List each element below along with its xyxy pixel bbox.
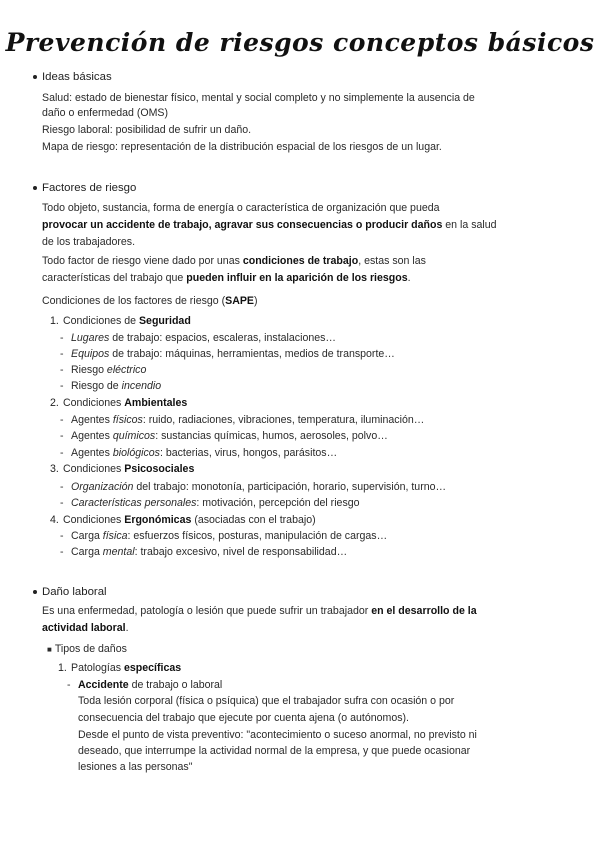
text-span: : sustancias químicas, humos, aerosoles, polvo… — [155, 430, 388, 442]
text-span: , estas son las — [358, 255, 426, 267]
italic-text: biológicos — [112, 447, 160, 459]
text-span: Agentes — [71, 414, 113, 426]
text-span: Riesgo — [71, 364, 107, 376]
text-span: de trabajo o laboral — [128, 679, 223, 691]
bold-text: Seguridad — [138, 315, 191, 327]
text-span: : motivación, percepción del riesgo — [196, 497, 360, 509]
text-span: Todo factor de riesgo viene dado por unas — [42, 255, 243, 267]
text-line: Riesgo laboral: posibilidad de sufrir un daño. — [42, 124, 252, 136]
italic-text: Equipos — [71, 348, 110, 360]
sub-list-item — [71, 496, 360, 510]
page-title: Prevención de riesgos conceptos básicos — [5, 28, 595, 57]
text-span: Condiciones de los factores de riesgo ( — [42, 295, 226, 307]
list-item — [63, 513, 316, 527]
text-span: Tipos de daños — [54, 643, 127, 655]
text-line — [42, 604, 477, 618]
text-span: Condiciones — [63, 397, 125, 409]
text-span: Es una enfermedad, patología o lesión que puede sufrir un trabajador — [42, 605, 372, 617]
italic-text: químicos — [112, 430, 156, 442]
bold-text: Accidente — [78, 679, 129, 691]
sub-list-item — [71, 363, 146, 377]
bold-text: Ambientales — [124, 397, 188, 409]
list-number: 3. — [50, 463, 59, 475]
text-span: (asociadas con el trabajo) — [191, 514, 316, 526]
sub-list-item — [78, 678, 222, 692]
text-span: Condiciones — [63, 514, 125, 526]
bold-text: pueden influir en la aparición de los riesgos — [186, 272, 408, 284]
text-line — [42, 271, 411, 285]
text-span: . — [407, 272, 411, 284]
text-line: Salud: estado de bienestar físico, mental y social completo y no simplemente la ausencia de — [42, 92, 475, 104]
italic-text: Organización — [71, 481, 134, 493]
text-line: Todo objeto, sustancia, forma de energía o característica de organización que pueda — [42, 202, 440, 214]
italic-text: eléctrico — [106, 364, 147, 376]
text-span: Carga — [71, 546, 103, 558]
text-span: : bacterias, virus, hongos, parásitos… — [159, 447, 338, 459]
text-span: del trabajo: monotonía, participación, horario, supervisión, turno… — [133, 481, 447, 493]
text-span: características del trabajo que — [42, 272, 187, 284]
text-line — [42, 218, 497, 232]
bold-text: SAPE — [225, 295, 254, 307]
list-number: 2. — [50, 397, 59, 409]
text-span: Riesgo de — [71, 380, 122, 392]
italic-text: incendio — [121, 380, 162, 392]
text-span: : ruido, radiaciones, vibraciones, temperatura, iluminación… — [142, 414, 425, 426]
sub-list-item — [71, 331, 336, 345]
italic-text: mental — [102, 546, 135, 558]
italic-text: física — [102, 530, 128, 542]
sub-list-item — [71, 413, 424, 427]
text-line: Desde el punto de vista preventivo: "acontecimiento o suceso anormal, no previsto ni — [78, 729, 477, 741]
text-span: Condiciones — [63, 463, 125, 475]
text-span: de trabajo: espacios, escaleras, instalaciones… — [109, 332, 337, 344]
sub-list-item — [71, 529, 387, 543]
section-heading-dano: Daño laboral — [42, 586, 107, 598]
bold-text: Ergonómicas — [124, 514, 192, 526]
bold-text: condiciones de trabajo — [242, 255, 359, 267]
bold-text: Psicosociales — [124, 463, 195, 475]
sub-list-item — [71, 545, 347, 559]
text-line: lesiones a las personas" — [78, 761, 193, 773]
list-item — [71, 661, 181, 675]
text-span: : esfuerzos físicos, posturas, manipulación de cargas… — [127, 530, 388, 542]
sub-list-item — [71, 480, 446, 494]
text-line: consecuencia del trabajo que ejecute por cuenta ajena (o autónomos). — [78, 712, 409, 724]
list-number: 1. — [58, 662, 67, 674]
text-span: Carga — [71, 530, 103, 542]
text-span: Condiciones de — [63, 315, 139, 327]
text-line — [42, 621, 129, 635]
italic-text: Lugares — [71, 332, 110, 344]
text-span: Patologías — [71, 662, 125, 674]
sub-heading — [47, 642, 127, 657]
list-number: 1. — [50, 315, 59, 327]
section-heading-factores: Factores de riesgo — [42, 182, 137, 194]
italic-text: Características personales — [71, 497, 197, 509]
text-line: deseado, que interrumpe la actividad normal de la empresa, y que puede ocasionar — [78, 745, 471, 757]
list-number: 4. — [50, 514, 59, 526]
section-heading-ideas: Ideas básicas — [42, 71, 112, 83]
text-line: Mapa de riesgo: representación de la distribución espacial de los riesgos de un lugar. — [42, 141, 442, 153]
text-span: Agentes — [71, 430, 113, 442]
italic-text: físicos — [112, 414, 143, 426]
text-line: daño o enfermedad (OMS) — [42, 107, 169, 119]
sub-list-item — [71, 429, 388, 443]
bold-text: provocar un accidente de trabajo, agravar sus consecuencias o producir daños — [42, 219, 443, 231]
text-line: de los trabajadores. — [42, 236, 136, 248]
text-span: Agentes — [71, 447, 113, 459]
text-span: en la salud — [442, 219, 497, 231]
bold-text: actividad laboral — [42, 622, 126, 634]
text-line — [42, 254, 426, 268]
bold-text: específicas — [124, 662, 182, 674]
list-item — [63, 314, 191, 328]
list-item — [63, 396, 187, 410]
text-line — [42, 294, 258, 308]
text-span: ) — [254, 295, 258, 307]
text-line: Toda lesión corporal (física o psíquica) que el trabajador sufra con ocasión o por — [78, 695, 455, 707]
bold-text: en el desarrollo de la — [371, 605, 477, 617]
small-bullet-icon: ■ — [47, 645, 52, 654]
sub-list-item — [71, 446, 337, 460]
sub-list-item — [71, 347, 395, 361]
text-span: . — [125, 622, 129, 634]
list-item — [63, 462, 194, 476]
text-span: : trabajo excesivo, nivel de responsabilidad… — [134, 546, 348, 558]
text-span: de trabajo: máquinas, herramientas, medios de transporte… — [109, 348, 395, 360]
sub-list-item — [71, 379, 161, 393]
